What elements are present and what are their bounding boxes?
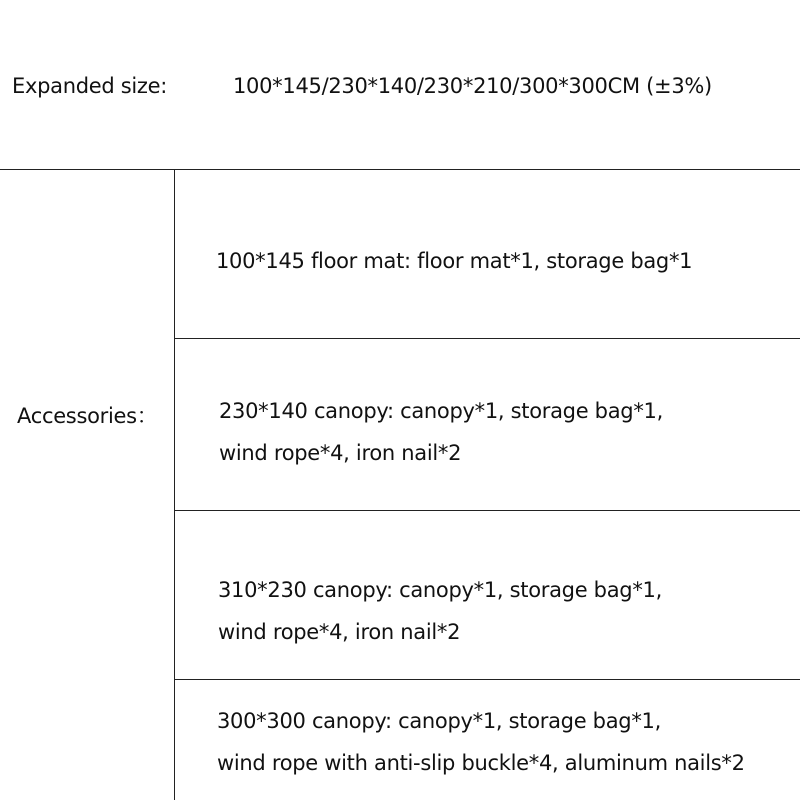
accessories-label: Accessories： [17, 404, 158, 428]
accessory-row-4-line-2: wind rope with anti-slip buckle*4, aluminum nails*2 [217, 751, 745, 775]
accessory-row-2-line-2: wind rope*4, iron nail*2 [219, 441, 462, 465]
expanded-size-value: 100*145/230*140/230*210/300*300CM (±3%) [233, 74, 712, 98]
table-top-border [0, 169, 800, 170]
accessory-row-3 [218, 569, 662, 653]
expanded-size-label: Expanded size: [12, 74, 168, 98]
accessory-row-4-line-1: 300*300 canopy: canopy*1, storage bag*1, [217, 709, 661, 733]
accessory-row-2 [219, 390, 663, 474]
accessory-row-3-line-1: 310*230 canopy: canopy*1, storage bag*1, [218, 578, 662, 602]
row-divider-3 [174, 679, 800, 680]
row-divider-2 [174, 510, 800, 511]
accessory-row-1 [216, 240, 692, 282]
row-divider-1 [174, 338, 800, 339]
accessory-row-3-line-2: wind rope*4, iron nail*2 [218, 620, 461, 644]
accessory-row-1-line-1: 100*145 floor mat: floor mat*1, storage bag*1 [216, 249, 693, 273]
table-column-divider [174, 169, 175, 800]
accessory-row-4 [217, 700, 745, 784]
accessory-row-2-line-1: 230*140 canopy: canopy*1, storage bag*1, [219, 399, 663, 423]
